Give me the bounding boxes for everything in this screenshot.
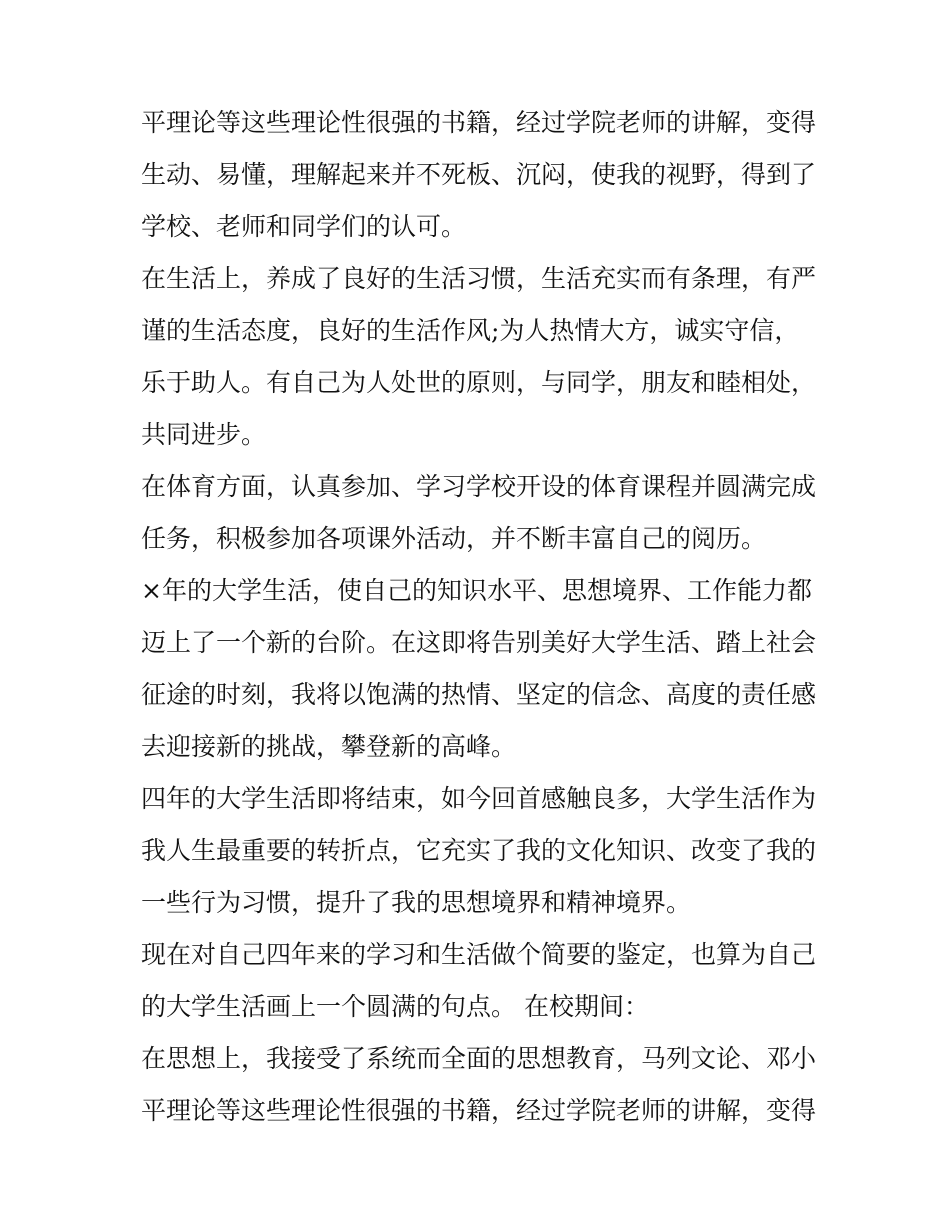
text-line: 在体育方面，认真参加、学习学校开设的体育课程并圆满完成 <box>141 472 817 501</box>
text-line: 一些行为习惯，提升了我的思想境界和精神境界。 <box>141 888 692 917</box>
text-line: 在生活上，养成了良好的生活习惯，生活充实而有条理，有严 <box>141 264 817 293</box>
text-line: 我人生最重要的转折点，它充实了我的文化知识、改变了我的 <box>141 836 817 865</box>
text-line: 征途的时刻，我将以饱满的热情、坚定的信念、高度的责任感 <box>141 680 817 709</box>
text-line: 现在对自己四年来的学习和生活做个简要的鉴定，也算为自己 <box>141 940 817 969</box>
document-body <box>141 108 817 1150</box>
text-line: 在思想上，我接受了系统而全面的思想教育，马列文论、邓小 <box>141 1044 817 1073</box>
text-line: 乐于助人。有自己为人处世的原则，与同学，朋友和睦相处， <box>141 368 817 397</box>
text-line: 共同进步。 <box>141 420 267 449</box>
text-line: 平理论等这些理论性很强的书籍，经过学院老师的讲解，变得 <box>141 1096 817 1125</box>
text-line: ×年的大学生活，使自己的知识水平、思想境界、工作能力都 <box>141 576 812 605</box>
text-line: 生动、易懂，理解起来并不死板、沉闷，使我的视野，得到了 <box>141 160 817 189</box>
text-line: 去迎接新的挑战，攀登新的高峰。 <box>141 732 517 761</box>
text-line: 迈上了一个新的台阶。在这即将告别美好大学生活、踏上社会 <box>141 628 817 657</box>
text-line: 的大学生活画上一个圆满的句点。 在校期间： <box>141 992 649 1021</box>
text-line: 平理论等这些理论性很强的书籍，经过学院老师的讲解，变得 <box>141 108 817 137</box>
text-line: 学校、老师和同学们的认可。 <box>141 212 467 241</box>
text-line: 四年的大学生活即将结束，如今回首感触良多，大学生活作为 <box>141 784 817 813</box>
text-line: 任务，积极参加各项课外活动，并不断丰富自己的阅历。 <box>141 524 767 553</box>
text-line: 谨的生活态度，良好的生活作风;为人热情大方，诚实守信， <box>141 316 800 345</box>
